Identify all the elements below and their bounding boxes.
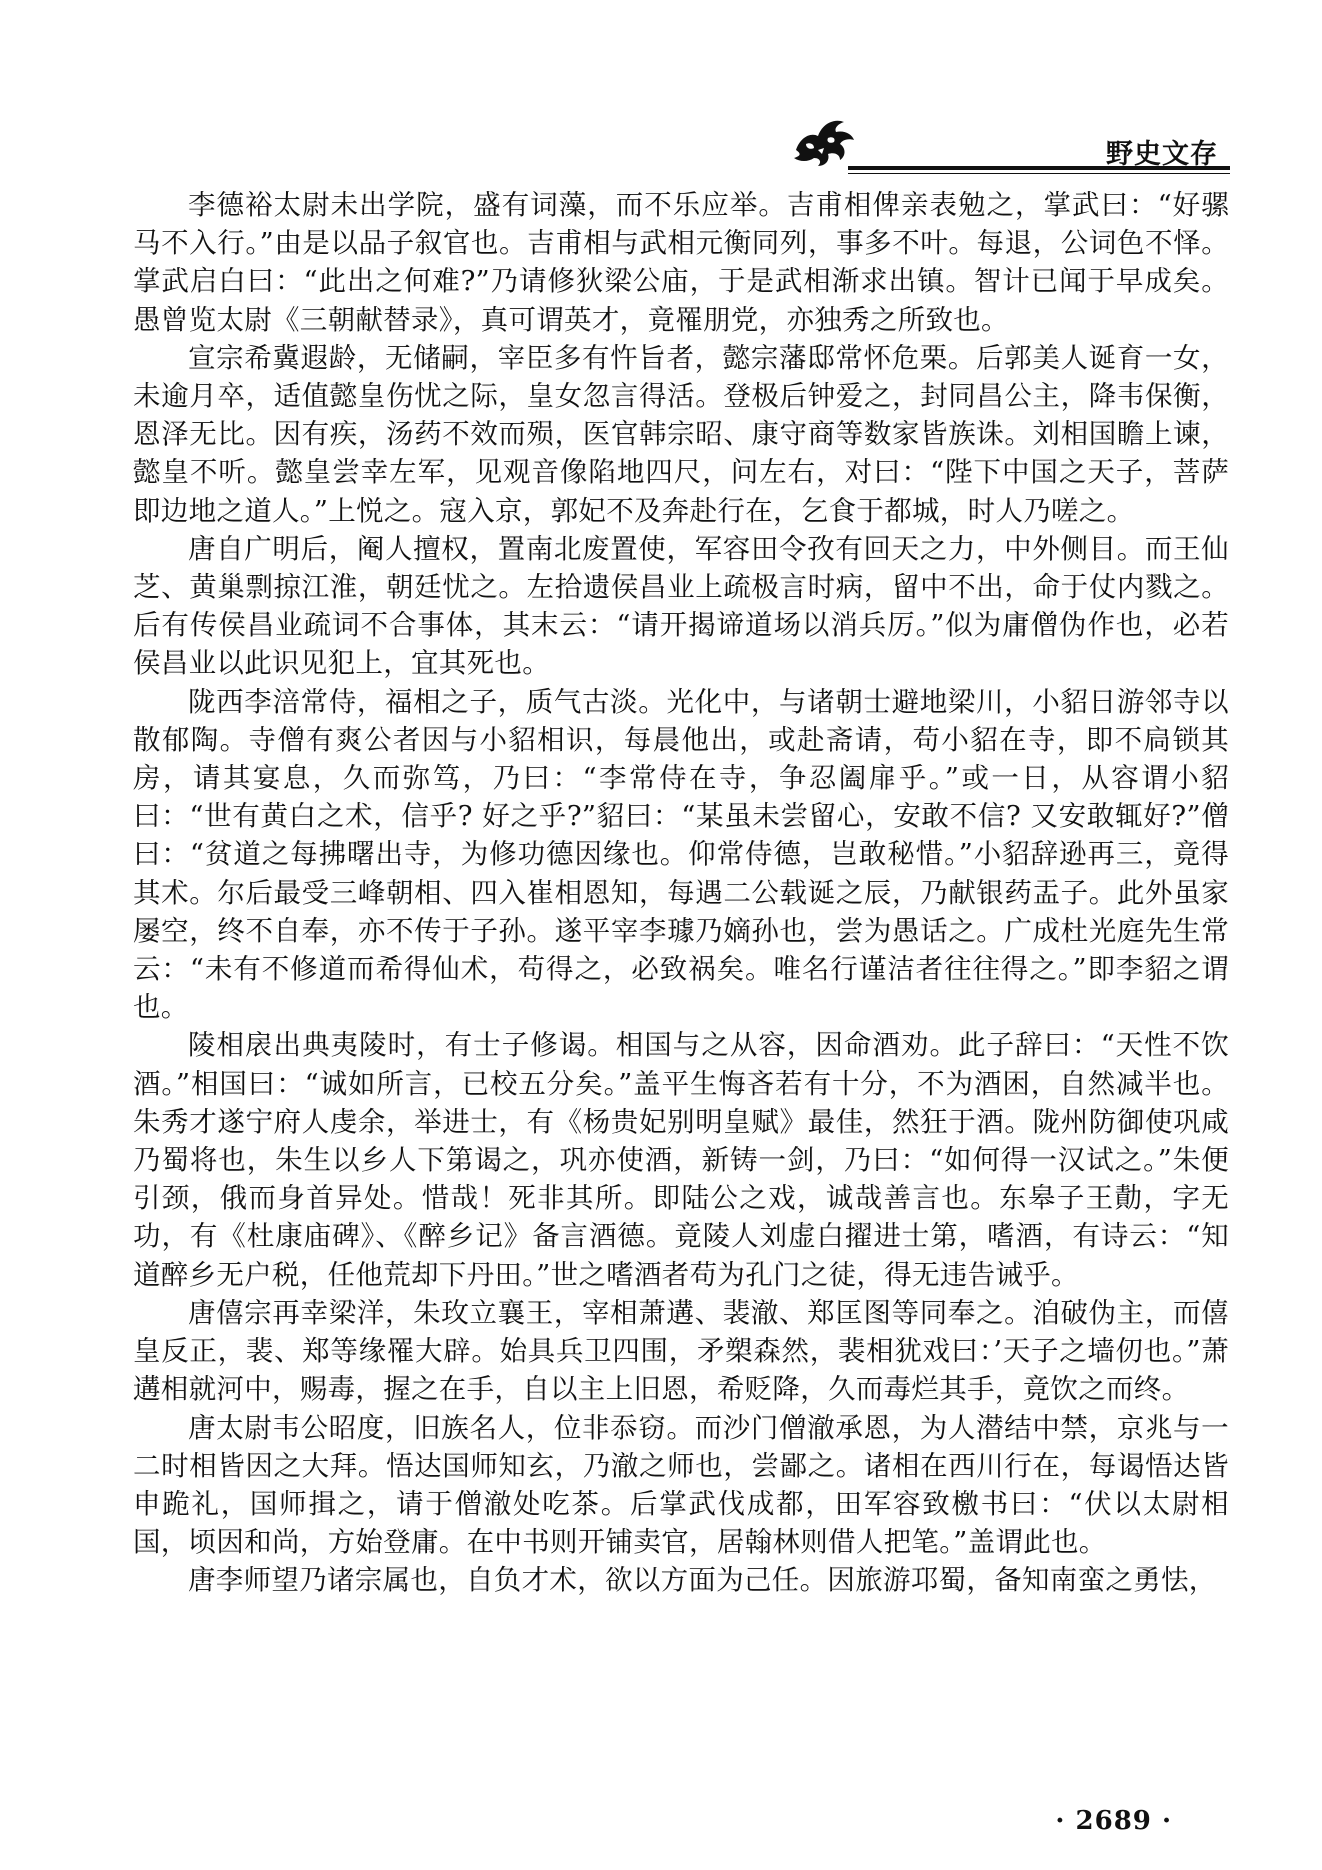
body-text	[133, 186, 1229, 1600]
paragraph-5: 陵相扆出典夷陵时，有士子修谒。相国与之从容，因命酒劝。此子辞曰：“天性不饮酒。”相国曰：“诚如所言，已校五分矣。”盖平生悔吝若有十分，不为酒困，自然减半也。朱秀才遂宁府人虔余，举进士，有《杨贵妃别明皇赋》最佳，然狂于酒。陇州防御使巩咸乃蜀将也，朱生以乡人下第谒之，巩亦使酒，新铸一剑，乃曰：“如何得一汉试之。”朱便引颈，俄而身首异处。惜哉！死非其所。即陆公之戏，诚哉善言也。东皋子王勣，字无功，有《杜康庙碑》、《醉乡记》备言酒德。竟陵人刘虚白擢进士第，嗜酒，有诗云：“知道醉乡无户税，任他荒却下丹田。”世之嗜酒者苟为孔门之徒，得无违告诫乎。	[133, 1029, 1229, 1291]
running-title: 野史文存	[1106, 139, 1218, 170]
paragraph-1: 李德裕太尉未出学院，盛有词藻，而不乐应举。吉甫相俾亲表勉之，掌武曰：“好骡马不入行。”由是以品子叙官也。吉甫相与武相元衡同列，事多不叶。每退，公词色不怿。掌武启白曰：“此出之何难?”乃请修狄梁公庙，于是武相渐求出镇。智计已闻于早成矣。愚曾览太尉《三朝献替录》，真可谓英才，竟罹朋党，亦独秀之所致也。	[133, 189, 1229, 336]
paragraph-2: 宣宗希冀遐龄，无储嗣，宰臣多有忤旨者，懿宗藩邸常怀危栗。后郭美人诞育一女，未逾月卒，适值懿皇伤忧之际，皇女忽言得活。登极后钟爱之，封同昌公主，降韦保衡，恩泽无比。因有疾，汤药不效而殒，医官韩宗昭、康守商等数家皆族诛。刘相国瞻上谏，懿皇不听。懿皇尝幸左军，见观音像陷地四尺，问左右，对曰：“陛下中国之天子，菩萨即边地之道人。”上悦之。寇入京，郭妃不及奔赴行在，乞食于都城，时人乃嗟之。	[133, 341, 1229, 527]
page-number: · 2689 ·	[1055, 1806, 1172, 1836]
paragraph-4: 陇西李涪常侍，福相之子，质气古淡。光化中，与诸朝士避地梁川，小貂日游邻寺以散郁陶。寺僧有爽公者因与小貂相识，每晨他出，或赴斋请，苟小貂在寺，即不扃锁其房，请其宴息，久而弥笃，乃曰：“李常侍在寺，争忍阖扉乎。”或一日，从容谓小貂曰：“世有黄白之术，信乎? 好之乎?”貂曰：“某虽未尝留心，安敢不信? 又安敢辄好?”僧曰：“贫道之每拂曙出寺，为修功德因缘也。仰常侍德，岂敢秘惜。”小貂辞逊再三，竟得其术。尔后最受三峰朝相、四入崔相恩知，每遇二公载诞之辰，乃献银药盂子。此外虽家屡空，终不自奉，亦不传于子孙。遂平宰李璩乃嫡孙也，尝为愚话之。广成杜光庭先生常云：“未有不修道而希得仙术，苟得之，必致祸矣。唯名行谨洁者往往得之。”即李貂之谓也。	[133, 685, 1229, 1024]
header-rule-thin	[848, 173, 1230, 174]
paragraph-7: 唐太尉韦公昭度，旧族名人，位非忝窃。而沙门僧澈承恩，为人潜结中禁，京兆与一二时相皆因之大拜。悟达国师知玄，乃澈之师也，尝鄙之。诸相在西川行在，每谒悟达皆申跪礼，国师揖之，请于僧澈处吃茶。后掌武伐成都，田军容致檄书曰：“伏以太尉相国，顷因和尚，方始登庸。在中书则开铺卖官，居翰林则借人把笔。”盖谓此也。	[133, 1411, 1229, 1559]
paragraph-8: 唐李师望乃诸宗属也，自负才术，欲以方面为己任。因旅游邛蜀，备知南蛮之勇怯，	[188, 1564, 1217, 1597]
paragraph-3: 唐自广明后，阉人擅权，置南北废置使，军容田令孜有回天之力，中外侧目。而王仙芝、黄巢剽掠江淮，朝廷忧之。左拾遗侯昌业上疏极言时病，留中不出，命于仗内戮之。后有传侯昌业疏词不合事体，其末云：“请开揭谛道场以消兵厉。”似为庸僧伪作也，必若侯昌业以此识见犯上，宜其死也。	[133, 532, 1229, 680]
header-rule-thick	[848, 166, 1230, 170]
dragon-emblem-icon	[788, 110, 858, 172]
page-header	[788, 110, 1218, 170]
paragraph-6: 唐僖宗再幸梁洋，朱玫立襄王，宰相萧遘、裴澈、郑匡图等同奉之。洎破伪主，而僖皇反正，裴、郑等缘罹大辟。始具兵卫四围，矛槊森然，裴相犹戏曰：’天子之墙仞也。”萧遘相就河中，赐毒，握之在手，自以主上旧恩，希贬降，久而毒烂其手，竟饮之而终。	[133, 1296, 1229, 1406]
